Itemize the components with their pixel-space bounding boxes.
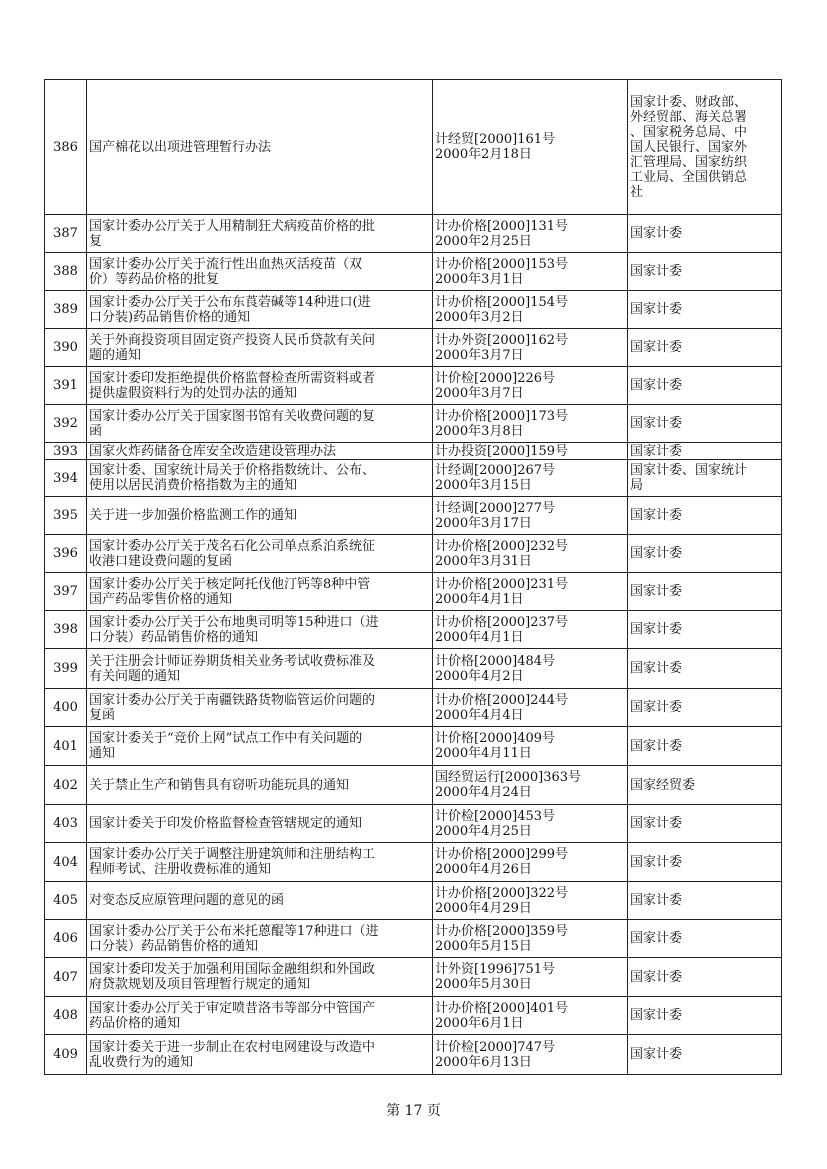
document-number-line: 计办价格[2000]154号 xyxy=(435,294,569,310)
document-title-line: 国家计委办公厅关于人用精制狂犬病疫苗价格的批 xyxy=(89,218,376,234)
document-number-line: 2000年3月8日 xyxy=(435,423,524,439)
document-number-line: 2000年2月25日 xyxy=(435,233,532,249)
document-number-line: 2000年3月17日 xyxy=(435,515,532,531)
issuing-agency-line: 国家计委 xyxy=(630,340,683,355)
document-number-line: 计办价格[2000]232号 xyxy=(435,538,569,554)
issuing-agency-line: 、国家税务总局、中 xyxy=(630,124,748,140)
table-row xyxy=(45,367,782,405)
document-number xyxy=(433,443,628,460)
row-number: 408 xyxy=(45,997,87,1035)
issuing-agency-line: 汇管理局、国家纺织 xyxy=(630,154,748,170)
issuing-agency xyxy=(628,882,782,920)
table-row xyxy=(45,215,782,253)
issuing-agency xyxy=(628,920,782,958)
issuing-agency xyxy=(628,727,782,766)
row-number: 394 xyxy=(45,460,87,497)
document-title-line: 国家计委办公厅关于南疆铁路货物临管运价问题的 xyxy=(89,692,376,708)
table-row xyxy=(45,329,782,367)
document-title-line: 国家计委办公厅关于国家图书馆有关收费问题的复 xyxy=(89,408,376,424)
document-title-line: 国家计委办公厅关于流行性出血热灭活疫苗（双 xyxy=(89,256,363,272)
document-title-line: 国产棉花以出项进管理暂行办法 xyxy=(89,139,272,155)
document-title xyxy=(87,367,433,405)
document-number xyxy=(433,1035,628,1075)
document-title-line: 国产药品零售价格的通知 xyxy=(89,591,233,607)
document-title-line: 国家计委关于“竞价上网”试点工作中有关问题的 xyxy=(89,731,363,746)
document-number-line: 2000年2月18日 xyxy=(435,147,532,162)
document-number-line: 计价检[2000]226号 xyxy=(435,370,556,386)
document-title xyxy=(87,1035,433,1075)
issuing-agency xyxy=(628,805,782,843)
document-title-line: 收港口建设费问题的复函 xyxy=(89,553,233,569)
issuing-agency xyxy=(628,497,782,535)
table-row xyxy=(45,649,782,689)
table-row xyxy=(45,882,782,920)
document-number xyxy=(433,997,628,1035)
row-number: 404 xyxy=(45,843,87,882)
issuing-agency xyxy=(628,291,782,329)
document-number-line: 计价检[2000]453号 xyxy=(435,808,556,824)
document-number xyxy=(433,843,628,882)
issuing-agency xyxy=(628,80,782,215)
document-number-line: 2000年5月15日 xyxy=(435,938,532,954)
table-row xyxy=(45,997,782,1035)
document-number xyxy=(433,291,628,329)
document-number-line: 2000年4月24日 xyxy=(435,785,532,800)
table-row xyxy=(45,460,782,497)
document-title-line: 对变态反应原管理问题的意见的函 xyxy=(89,893,285,908)
row-number: 406 xyxy=(45,920,87,958)
document-title-line: 乱收费行为的通知 xyxy=(89,1054,194,1070)
issuing-agency-line: 国家计委 xyxy=(630,622,683,637)
document-number-line: 2000年3月7日 xyxy=(435,347,524,363)
document-number xyxy=(433,727,628,766)
document-number-line: 2000年4月29日 xyxy=(435,900,532,916)
issuing-agency xyxy=(628,405,782,443)
issuing-agency xyxy=(628,329,782,367)
document-number-line: 2000年4月26日 xyxy=(435,862,532,877)
row-number: 396 xyxy=(45,535,87,573)
document-number-line: 2000年3月1日 xyxy=(435,271,524,287)
document-number-line: 2000年3月2日 xyxy=(435,309,524,325)
row-number: 398 xyxy=(45,611,87,649)
document-title xyxy=(87,497,433,535)
document-number-line: 国经贸运行[2000]363号 xyxy=(435,770,582,785)
issuing-agency-line: 国家计委 xyxy=(630,969,683,985)
document-number-line: 2000年3月15日 xyxy=(435,478,532,493)
document-title-line: 通知 xyxy=(89,746,116,761)
document-number xyxy=(433,460,628,497)
issuing-agency-line: 国家计委 xyxy=(630,1047,683,1062)
issuing-agency-line: 社 xyxy=(630,184,644,200)
document-title-line: 关于注册会计师证券期货相关业务考试收费标准及 xyxy=(89,653,376,669)
document-number xyxy=(433,611,628,649)
document-number-line: 2000年4月4日 xyxy=(435,707,524,723)
document-title xyxy=(87,997,433,1035)
document-number xyxy=(433,689,628,727)
document-title xyxy=(87,766,433,805)
document-title xyxy=(87,958,433,997)
row-number: 400 xyxy=(45,689,87,727)
issuing-agency-line: 国家计委 xyxy=(630,546,683,561)
document-number xyxy=(433,920,628,958)
issuing-agency xyxy=(628,958,782,997)
issuing-agency xyxy=(628,253,782,291)
document-title-line: 国家计委办公厅关于调整注册建筑师和注册结构工 xyxy=(89,847,376,862)
document-title-line: 程师考试、注册收费标准的通知 xyxy=(89,862,272,877)
document-title-line: 使用以居民消费价格指数为主的通知 xyxy=(89,478,298,493)
document-number-line: 计经贸[2000]161号 xyxy=(435,132,556,147)
document-title-line: 国家计委、国家统计局关于价格指数统计、公布、 xyxy=(89,463,376,478)
document-title-line: 国家计委办公厅关于公布地奥司明等15种进口（进 xyxy=(89,614,379,630)
document-number-line: 计价检[2000]747号 xyxy=(435,1039,556,1055)
row-number: 388 xyxy=(45,253,87,291)
document-number xyxy=(433,882,628,920)
document-title-line: 国家计委办公厅关于公布米托蒽醌等17种进口（进 xyxy=(89,923,379,939)
table-row xyxy=(45,291,782,329)
table-row xyxy=(45,611,782,649)
document-number-line: 计价格[2000]484号 xyxy=(435,653,556,669)
document-title xyxy=(87,805,433,843)
issuing-agency xyxy=(628,649,782,689)
issuing-agency xyxy=(628,689,782,727)
document-title xyxy=(87,611,433,649)
document-title xyxy=(87,329,433,367)
table-row xyxy=(45,843,782,882)
document-number-line: 2000年3月31日 xyxy=(435,553,532,569)
issuing-agency-line: 国家计委 xyxy=(630,378,683,393)
document-number-line: 计办价格[2000]244号 xyxy=(435,692,569,708)
document-title-line: 题的通知 xyxy=(89,347,142,363)
page-number: 第 17 页 xyxy=(386,1103,441,1119)
table-body xyxy=(45,80,782,1075)
issuing-agency-line: 国家计委 xyxy=(630,584,683,599)
table-row xyxy=(45,689,782,727)
document-number-line: 2000年4月25日 xyxy=(435,823,532,839)
table-row xyxy=(45,443,782,460)
document-number-line: 2000年4月1日 xyxy=(435,591,524,607)
document-number-line: 2000年6月1日 xyxy=(435,1015,524,1031)
document-number-line: 计办外资[2000]162号 xyxy=(435,332,569,348)
document-number xyxy=(433,405,628,443)
row-number: 407 xyxy=(45,958,87,997)
document-number xyxy=(433,958,628,997)
document-number-line: 计办价格[2000]322号 xyxy=(435,885,569,901)
document-number xyxy=(433,80,628,215)
issuing-agency-line: 国家计委 xyxy=(630,508,683,523)
document-number-line: 2000年3月7日 xyxy=(435,385,524,401)
document-number xyxy=(433,329,628,367)
table-row xyxy=(45,920,782,958)
table-row xyxy=(45,727,782,766)
document-number xyxy=(433,766,628,805)
document-number-line: 计办投资[2000]159号 xyxy=(435,443,569,459)
document-title-line: 国家计委印发拒绝提供价格监督检查所需资料或者 xyxy=(89,370,376,386)
document-title xyxy=(87,727,433,766)
document-title-line: 口分装)药品销售价格的通知 xyxy=(89,309,251,325)
row-number: 387 xyxy=(45,215,87,253)
document-number xyxy=(433,805,628,843)
document-title-line: 国家计委印发关于加强利用国际金融组织和外国政 xyxy=(89,962,376,977)
issuing-agency-line: 国家计委 xyxy=(630,700,683,715)
issuing-agency-line: 国家计委 xyxy=(630,226,683,241)
issuing-agency-line: 国家计委 xyxy=(630,738,683,754)
document-title-line: 价）等药品价格的批复 xyxy=(89,271,220,287)
document-title-line: 国家计委办公厅关于公布东莨菪碱等14种进口(进 xyxy=(89,294,371,310)
document-title xyxy=(87,649,433,689)
document-number-line: 计办价格[2000]401号 xyxy=(435,1000,569,1016)
document-number xyxy=(433,573,628,611)
row-number: 399 xyxy=(45,649,87,689)
issuing-agency xyxy=(628,1035,782,1075)
row-number: 392 xyxy=(45,405,87,443)
document-number-line: 计外资[1996]751号 xyxy=(435,962,556,977)
table-row xyxy=(45,80,782,215)
document-title-line: 有关问题的通知 xyxy=(89,668,181,684)
document-number-line: 计办价格[2000]237号 xyxy=(435,614,569,630)
table-row xyxy=(45,253,782,291)
row-number: 386 xyxy=(45,80,87,215)
document-title xyxy=(87,882,433,920)
document-title-line: 国家计委关于进一步制止在农村电网建设与改造中 xyxy=(89,1039,376,1055)
issuing-agency-line: 局 xyxy=(630,478,644,493)
document-table xyxy=(44,79,782,1075)
table-row xyxy=(45,535,782,573)
document-title-line: 国家火炸药储备仓库安全改造建设管理办法 xyxy=(89,443,337,459)
document-number-line: 计办价格[2000]131号 xyxy=(435,218,569,234)
row-number: 391 xyxy=(45,367,87,405)
row-number: 403 xyxy=(45,805,87,843)
document-title-line: 函 xyxy=(89,423,103,439)
document-number xyxy=(433,367,628,405)
document-number-line: 计办价格[2000]299号 xyxy=(435,847,569,862)
issuing-agency-line: 工业局、全国供销总 xyxy=(630,169,748,185)
issuing-agency xyxy=(628,611,782,649)
row-number: 401 xyxy=(45,727,87,766)
table-row xyxy=(45,1035,782,1075)
table-row xyxy=(45,805,782,843)
row-number: 402 xyxy=(45,766,87,805)
issuing-agency-line: 国家计委 xyxy=(630,264,683,279)
row-number: 389 xyxy=(45,291,87,329)
document-number xyxy=(433,215,628,253)
issuing-agency-line: 国家计委、财政部、 xyxy=(630,94,748,110)
document-number-line: 2000年4月11日 xyxy=(435,746,532,761)
document-number-line: 2000年6月13日 xyxy=(435,1054,532,1070)
issuing-agency-line: 外经贸部、海关总署 xyxy=(630,109,748,125)
document-number xyxy=(433,535,628,573)
document-number-line: 计办价格[2000]173号 xyxy=(435,408,569,424)
issuing-agency-line: 国家计委 xyxy=(630,816,683,831)
document-title-line: 关于禁止生产和销售具有窃听功能玩具的通知 xyxy=(89,777,350,793)
row-number: 390 xyxy=(45,329,87,367)
row-number: 395 xyxy=(45,497,87,535)
document-title-line: 关于外商投资项目固定资产投资人民币贷款有关问 xyxy=(89,332,376,348)
document-number-line: 计办价格[2000]359号 xyxy=(435,923,569,939)
issuing-agency xyxy=(628,443,782,460)
document-title xyxy=(87,573,433,611)
issuing-agency-line: 国家计委 xyxy=(630,416,683,431)
document-number xyxy=(433,253,628,291)
document-number-line: 2000年5月30日 xyxy=(435,977,532,992)
issuing-agency-line: 国家计委 xyxy=(630,893,683,908)
issuing-agency-line: 国家计委 xyxy=(630,443,683,459)
issuing-agency xyxy=(628,367,782,405)
document-number-line: 2000年4月2日 xyxy=(435,668,524,684)
row-number: 393 xyxy=(45,443,87,460)
issuing-agency xyxy=(628,535,782,573)
issuing-agency-line: 国人民银行、国家外 xyxy=(630,139,748,155)
issuing-agency xyxy=(628,766,782,805)
issuing-agency xyxy=(628,215,782,253)
row-number: 397 xyxy=(45,573,87,611)
document-title-line: 复函 xyxy=(89,707,116,723)
issuing-agency-line: 国家计委 xyxy=(630,854,683,870)
document-title-line: 国家计委办公厅关于核定阿托伐他汀钙等8种中管 xyxy=(89,576,371,592)
issuing-agency-line: 国家计委 xyxy=(630,302,683,317)
document-title-line: 复 xyxy=(89,233,103,249)
document-title xyxy=(87,689,433,727)
issuing-agency xyxy=(628,460,782,497)
document-title-line: 口分装）药品销售价格的通知 xyxy=(89,938,259,954)
row-number: 405 xyxy=(45,882,87,920)
document-number-line: 计经调[2000]267号 xyxy=(435,463,556,478)
document-title-line: 关于进一步加强价格监测工作的通知 xyxy=(89,508,298,523)
document-title-line: 口分装）药品销售价格的通知 xyxy=(89,629,259,645)
document-title xyxy=(87,920,433,958)
document-number-line: 计价格[2000]409号 xyxy=(435,731,556,746)
document-title xyxy=(87,80,433,215)
table-row xyxy=(45,573,782,611)
document-title-line: 国家计委办公厅关于审定喷昔洛韦等部分中管国产 xyxy=(89,1000,376,1016)
document-title xyxy=(87,215,433,253)
row-number: 409 xyxy=(45,1035,87,1075)
issuing-agency xyxy=(628,843,782,882)
document-number-line: 计经调[2000]277号 xyxy=(435,500,556,516)
document-title xyxy=(87,291,433,329)
table-row xyxy=(45,766,782,805)
document-number xyxy=(433,497,628,535)
table-row xyxy=(45,405,782,443)
document-number-line: 2000年4月1日 xyxy=(435,629,524,645)
document-title-line: 药品价格的通知 xyxy=(89,1015,181,1031)
document-number-line: 计办价格[2000]153号 xyxy=(435,256,569,272)
document-title xyxy=(87,443,433,460)
document-title-line: 国家计委关于印发价格监督检查管辖规定的通知 xyxy=(89,816,363,831)
issuing-agency-line: 国家计委 xyxy=(630,931,683,946)
document-number-line: 计办价格[2000]231号 xyxy=(435,576,569,592)
document-title xyxy=(87,535,433,573)
issuing-agency xyxy=(628,573,782,611)
issuing-agency-line: 国家计委 xyxy=(630,661,683,676)
table-row xyxy=(45,497,782,535)
issuing-agency-line: 国家计委、国家统计 xyxy=(630,463,748,478)
document-title-line: 提供虚假资料行为的处罚办法的通知 xyxy=(89,385,298,401)
issuing-agency-line: 国家经贸委 xyxy=(630,777,696,793)
document-number xyxy=(433,649,628,689)
issuing-agency-line: 国家计委 xyxy=(630,1008,683,1023)
document-title xyxy=(87,460,433,497)
document-title xyxy=(87,253,433,291)
issuing-agency xyxy=(628,997,782,1035)
table-row xyxy=(45,958,782,997)
document-title xyxy=(87,405,433,443)
document-title-line: 国家计委办公厅关于茂名石化公司单点系泊系统征 xyxy=(89,538,376,554)
document-title-line: 府贷款规划及项目管理暂行规定的通知 xyxy=(89,977,311,992)
document-title xyxy=(87,843,433,882)
